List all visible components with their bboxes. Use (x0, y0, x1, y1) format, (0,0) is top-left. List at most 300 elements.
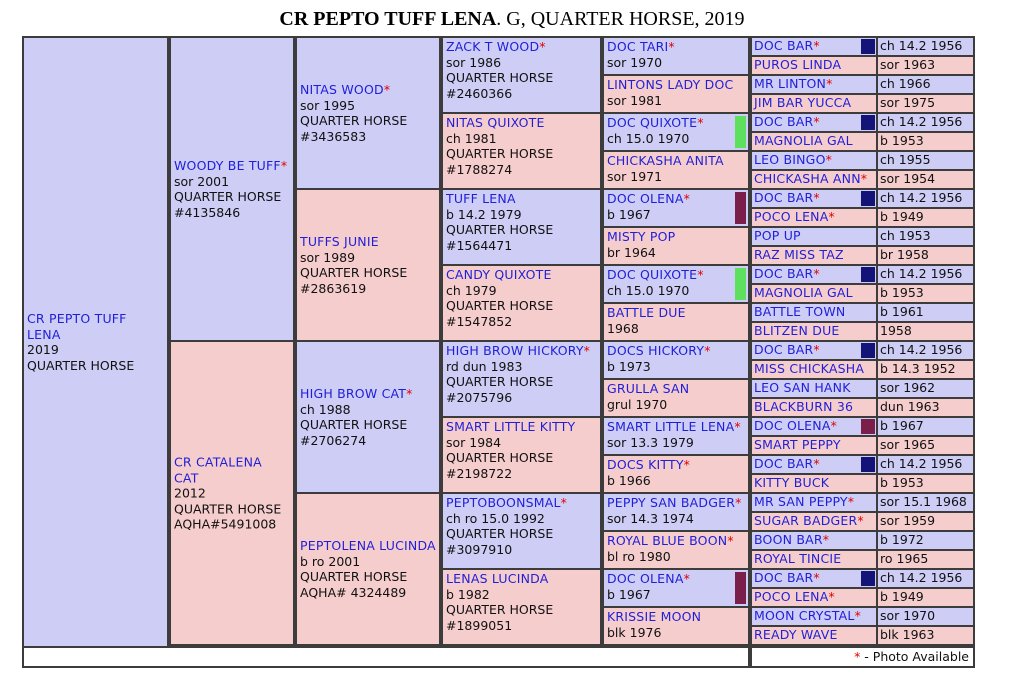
photo-available-star: * (727, 533, 734, 548)
gen6-ancestor-info-cell (878, 38, 973, 55)
horse-detail: #2863619 (300, 280, 367, 296)
horse-name-link[interactable]: PEPTOBOONSMAL (446, 495, 561, 510)
gen6-ancestor-info-cell (878, 304, 973, 321)
horse-detail: ch 1988 (300, 401, 351, 417)
photo-available-star: * (668, 39, 675, 54)
title-horse-name: CR PEPTO TUFF LENA (279, 8, 497, 30)
photo-available-star: * (683, 191, 690, 206)
gen5-ancestor-cell (604, 266, 748, 302)
horse-detail: b 1972 (880, 532, 924, 547)
legend-star: * (854, 649, 861, 664)
horse-name-link[interactable]: DOC BAR (754, 38, 814, 53)
horse-detail: #2075796 (446, 389, 513, 405)
horse-detail: ch 1979 (446, 282, 497, 298)
legend-text: - Photo Available (860, 649, 969, 664)
horse-detail: AQHA#5491008 (174, 516, 277, 532)
horse-detail: #1564471 (446, 237, 513, 253)
horse-name-link[interactable]: BLITZEN DUE (754, 323, 840, 338)
color-marker (735, 192, 746, 224)
horse-detail: #2460366 (446, 85, 513, 101)
gen6-ancestor-info-cell (878, 342, 973, 359)
gen6-ancestor-name-cell (752, 209, 876, 226)
horse-name-link[interactable]: MISTY POP (607, 229, 676, 244)
horse-name-link[interactable]: CHICKASHA ANITA (607, 153, 724, 168)
gen5-ancestor-cell (604, 380, 748, 416)
horse-name-link[interactable]: KRISSIE MOON (607, 609, 702, 624)
horse-name-link[interactable]: DOC BAR (754, 190, 814, 205)
horse-detail: QUARTER HORSE (446, 298, 554, 313)
gen5-ancestor-cell (604, 152, 748, 188)
horse-detail: b 1967 (607, 586, 651, 602)
gen6-ancestor-info-cell (878, 627, 973, 644)
gen6-ancestor-name-cell (752, 285, 876, 302)
gen6-ancestor-name-cell (752, 361, 876, 378)
horse-name-link[interactable]: BATTLE DUE (607, 305, 686, 320)
horse-detail: b 14.2 1979 (446, 206, 522, 222)
gen3-ancestor-cell (297, 190, 439, 340)
horse-name-link[interactable]: POCO LENA (754, 589, 829, 604)
photo-available-star: * (813, 570, 820, 585)
horse-detail: sor 1989 (300, 249, 356, 265)
photo-available-star: * (735, 495, 742, 510)
gen5-ancestor-cell (604, 76, 748, 112)
horse-name-link[interactable]: MOON CRYSTAL (754, 608, 855, 623)
color-marker (861, 571, 875, 586)
photo-available-star: * (560, 495, 567, 510)
photo-available-star: * (583, 343, 590, 358)
horse-detail: QUARTER HORSE (446, 526, 554, 541)
photo-available-star: * (813, 190, 820, 205)
photo-available-star: * (697, 267, 704, 282)
horse-name-link[interactable]: MISS CHICKASHA (754, 361, 865, 376)
gen6-ancestor-name-cell (752, 551, 876, 568)
horse-name-link[interactable]: DOC BAR (754, 342, 814, 357)
gen6-ancestor-name-cell (752, 114, 876, 131)
gen3-ancestor-cell (297, 494, 439, 644)
gen4-ancestor-cell (443, 342, 600, 416)
color-marker (735, 572, 746, 604)
page-title (0, 8, 1024, 31)
photo-available-star: * (860, 171, 868, 186)
horse-detail: b 14.3 1952 (880, 361, 956, 376)
gen6-ancestor-name-cell (752, 437, 876, 454)
horse-name-link[interactable]: TUFFS JUNIE (300, 234, 379, 249)
gen6-ancestor-name-cell (752, 266, 876, 283)
horse-detail: blk 1963 (880, 627, 935, 642)
gen6-ancestor-info-cell (878, 475, 973, 492)
horse-detail: b 1961 (880, 304, 924, 319)
gen6-ancestor-info-cell (878, 190, 973, 207)
gen5-ancestor-cell (604, 228, 748, 264)
gen2-ancestor-cell (171, 38, 293, 340)
color-marker (861, 39, 875, 54)
horse-name-link[interactable]: READY WAVE (754, 627, 838, 642)
horse-name-link[interactable]: DOC OLENA (754, 418, 831, 433)
horse-name-link[interactable]: DOC OLENA (607, 571, 684, 586)
photo-available-star: * (734, 419, 741, 434)
horse-detail: QUARTER HORSE (300, 417, 408, 432)
photo-available-star: * (828, 589, 835, 604)
horse-detail: ch 14.2 1956 (880, 38, 963, 53)
horse-name-link[interactable]: NITAS QUIXOTE (446, 115, 545, 130)
photo-available-star: * (383, 82, 391, 97)
gen5-ancestor-cell (604, 570, 748, 606)
horse-detail: QUARTER HORSE (446, 374, 554, 389)
horse-detail: #1899051 (446, 617, 513, 633)
horse-name-link[interactable]: PUROS LINDA (754, 57, 842, 72)
horse-detail: #3436583 (300, 128, 367, 144)
gen3-ancestor-cell (297, 38, 439, 188)
gen6-ancestor-info-cell (878, 399, 973, 416)
gen4-ancestor-cell (443, 190, 600, 264)
gen6-ancestor-info-cell (878, 209, 973, 226)
gen6-ancestor-info-cell (878, 228, 973, 245)
gen6-ancestor-name-cell (752, 152, 876, 169)
title-details: . G, QUARTER HORSE, 2019 (496, 8, 745, 30)
photo-available-star: * (813, 114, 820, 129)
gen6-ancestor-name-cell (752, 171, 876, 188)
horse-name-link[interactable]: KITTY BUCK (754, 475, 830, 490)
horse-name-link[interactable]: GRULLA SAN (607, 381, 690, 396)
horse-name-link[interactable]: SMART LITTLE KITTY (446, 419, 576, 434)
horse-detail: sor 1981 (607, 92, 663, 108)
horse-detail: b 1949 (880, 589, 924, 604)
horse-detail: #1547852 (446, 313, 513, 329)
color-marker (861, 191, 875, 206)
horse-name-link[interactable]: HIGH BROW HICKORY (446, 343, 584, 358)
horse-detail: ch 1981 (446, 130, 497, 146)
horse-name-link[interactable]: MAGNOLIA GAL (754, 133, 853, 148)
gen5-ancestor-cell (604, 456, 748, 492)
gen6-ancestor-name-cell (752, 532, 876, 549)
horse-detail: rd dun 1983 (446, 358, 523, 374)
horse-name-link[interactable]: CR CATALENA CAT (174, 454, 262, 485)
horse-name-link[interactable]: MAGNOLIA GAL (754, 285, 853, 300)
horse-name-link[interactable]: DOC BAR (754, 114, 814, 129)
horse-name-link[interactable]: ROYAL TINCIE (754, 551, 842, 566)
horse-detail: b 1949 (880, 209, 924, 224)
photo-available-star: * (825, 152, 832, 167)
horse-detail: QUARTER HORSE (446, 450, 554, 465)
horse-name-link[interactable]: PEPPY SAN BADGER (607, 495, 736, 510)
color-marker (861, 419, 875, 434)
horse-name-link[interactable]: CHICKASHA ANN (754, 171, 861, 186)
photo-available-star: * (828, 209, 835, 224)
footer-blank (24, 648, 748, 666)
gen6-ancestor-info-cell (878, 532, 973, 549)
gen6-ancestor-name-cell (752, 456, 876, 473)
gen6-ancestor-info-cell (878, 551, 973, 568)
gen6-ancestor-name-cell (752, 57, 876, 74)
photo-available-star: * (813, 456, 820, 471)
horse-detail: sor 1975 (880, 95, 936, 110)
horse-detail: QUARTER HORSE (446, 222, 554, 237)
gen6-ancestor-info-cell (878, 95, 973, 112)
horse-detail: b 1953 (880, 475, 924, 490)
horse-name-link[interactable]: DOC BAR (754, 456, 814, 471)
horse-detail: b 1967 (880, 418, 924, 433)
horse-detail: b 1966 (607, 472, 651, 488)
horse-detail: QUARTER HORSE (300, 569, 408, 584)
horse-detail: sor 1963 (880, 57, 936, 72)
horse-detail: ch 14.2 1956 (880, 342, 963, 357)
gen6-ancestor-info-cell (878, 57, 973, 74)
gen5-ancestor-cell (604, 304, 748, 340)
horse-detail: QUARTER HORSE (174, 500, 282, 516)
gen5-ancestor-cell (604, 190, 748, 226)
horse-detail: sor 1970 (880, 608, 936, 623)
gen6-ancestor-name-cell (752, 570, 876, 587)
horse-name-link[interactable]: SMART LITTLE LENA (607, 419, 735, 434)
horse-name-link[interactable]: CR PEPTO TUFF LENA (27, 311, 127, 342)
gen6-ancestor-info-cell (878, 608, 973, 625)
gen6-ancestor-info-cell (878, 361, 973, 378)
gen2-ancestor-cell (171, 342, 293, 644)
photo-available-star: * (697, 115, 704, 130)
horse-detail: b 1982 (446, 586, 490, 602)
horse-name-link[interactable]: POP UP (754, 228, 801, 243)
horse-detail: b 1973 (607, 358, 651, 374)
horse-detail: QUARTER HORSE (27, 357, 135, 373)
horse-name-link[interactable]: PEPTOLENA LUCINDA (300, 538, 436, 553)
horse-detail: ch 14.2 1956 (880, 266, 963, 281)
photo-available-star: * (683, 457, 690, 472)
horse-name-link[interactable]: DOC QUIXOTE (607, 115, 698, 130)
color-marker (735, 116, 746, 148)
horse-detail: QUARTER HORSE (446, 602, 554, 617)
gen6-ancestor-info-cell (878, 266, 973, 283)
photo-available-star: * (826, 76, 833, 91)
horse-detail: sor 1986 (446, 54, 502, 70)
horse-detail: sor 15.1 1968 (880, 494, 967, 509)
gen5-ancestor-cell (604, 418, 748, 454)
gen6-ancestor-name-cell (752, 76, 876, 93)
gen6-ancestor-info-cell (878, 513, 973, 530)
gen6-ancestor-info-cell (878, 589, 973, 606)
horse-detail: sor 1959 (880, 513, 936, 528)
gen5-ancestor-cell (604, 532, 748, 568)
horse-name-link[interactable]: LEO SAN HANK (754, 380, 851, 395)
horse-name-link[interactable]: TUFF LENA (446, 191, 516, 206)
horse-detail: grul 1970 (607, 396, 668, 412)
gen6-ancestor-info-cell (878, 456, 973, 473)
photo-available-star: * (847, 494, 855, 509)
horse-detail: ch 1966 (880, 76, 931, 91)
horse-detail: bl ro 1980 (607, 548, 671, 564)
gen6-ancestor-info-cell (878, 285, 973, 302)
photo-available-star: * (857, 513, 864, 528)
horse-name-link[interactable]: LENAS LUCINDA (446, 571, 549, 586)
horse-detail: sor 14.3 1974 (607, 510, 694, 526)
color-marker (861, 457, 875, 472)
gen6-ancestor-name-cell (752, 380, 876, 397)
horse-detail: AQHA# 4324489 (300, 584, 407, 600)
horse-detail: sor 1965 (880, 437, 936, 452)
gen6-ancestor-info-cell (878, 114, 973, 131)
subject-horse-cell (24, 38, 167, 646)
horse-detail: ch 14.2 1956 (880, 570, 963, 585)
horse-name-link[interactable]: BATTLE TOWN (754, 304, 846, 319)
horse-detail: 2012 (174, 485, 206, 501)
gen5-ancestor-cell (604, 342, 748, 378)
color-marker (861, 115, 875, 130)
horse-detail: 2019 (27, 342, 59, 357)
horse-detail: ch 14.2 1956 (880, 190, 963, 205)
horse-name-link[interactable]: NITAS WOOD (300, 82, 384, 97)
horse-detail: sor 1954 (880, 171, 936, 186)
photo-available-star: * (822, 532, 830, 547)
gen3-ancestor-cell (297, 342, 439, 492)
gen6-ancestor-info-cell (878, 152, 973, 169)
horse-name-link[interactable]: HIGH BROW CAT (300, 386, 407, 401)
gen6-ancestor-name-cell (752, 513, 876, 530)
horse-name-link[interactable]: DOC TARI (607, 39, 669, 54)
gen6-ancestor-name-cell (752, 475, 876, 492)
gen6-ancestor-info-cell (878, 494, 973, 511)
horse-name-link[interactable]: DOC BAR (754, 570, 814, 585)
horse-detail: ch 1953 (880, 228, 931, 243)
horse-detail: sor 1971 (607, 168, 663, 184)
horse-name-link[interactable]: DOC QUIXOTE (607, 267, 698, 282)
horse-name-link[interactable]: MR LINTON (754, 76, 827, 91)
gen6-ancestor-info-cell (878, 437, 973, 454)
gen6-ancestor-name-cell (752, 627, 876, 644)
gen6-ancestor-info-cell (878, 418, 973, 435)
photo-available-star: * (813, 266, 820, 281)
gen6-ancestor-name-cell (752, 418, 876, 435)
horse-detail: br 1964 (607, 244, 656, 260)
photo-available-star: * (854, 608, 861, 623)
horse-detail: #3097910 (446, 541, 513, 557)
gen6-ancestor-info-cell (878, 247, 973, 264)
photo-available-star: * (683, 571, 690, 586)
gen6-ancestor-name-cell (752, 247, 876, 264)
horse-name-link[interactable]: SMART PEPPY (754, 437, 841, 452)
gen6-ancestor-name-cell (752, 228, 876, 245)
horse-detail: sor 1984 (446, 434, 502, 450)
gen6-ancestor-info-cell (878, 133, 973, 150)
gen6-ancestor-name-cell (752, 494, 876, 511)
horse-detail: #2706274 (300, 432, 367, 448)
gen6-ancestor-info-cell (878, 76, 973, 93)
gen6-ancestor-name-cell (752, 399, 876, 416)
gen6-ancestor-name-cell (752, 38, 876, 55)
horse-detail: #1788274 (446, 161, 513, 177)
horse-name-link[interactable]: POCO LENA (754, 209, 829, 224)
horse-detail: b 1967 (607, 206, 651, 222)
horse-detail: QUARTER HORSE (174, 189, 282, 204)
horse-detail: blk 1976 (607, 624, 662, 640)
gen6-ancestor-name-cell (752, 304, 876, 321)
horse-name-link[interactable]: ROYAL BLUE BOON (607, 533, 728, 548)
gen6-ancestor-name-cell (752, 608, 876, 625)
pedigree-chart (22, 36, 975, 668)
horse-name-link[interactable]: DOCS KITTY (607, 457, 684, 472)
horse-name-link[interactable]: BOON BAR (754, 532, 823, 547)
horse-detail: QUARTER HORSE (300, 265, 408, 280)
horse-name-link[interactable]: SUGAR BADGER (754, 513, 858, 528)
gen4-ancestor-cell (443, 266, 600, 340)
gen6-ancestor-info-cell (878, 380, 973, 397)
horse-name-link[interactable]: JIM BAR YUCCA (754, 95, 852, 110)
gen5-ancestor-cell (604, 114, 748, 150)
gen4-ancestor-cell (443, 38, 600, 112)
photo-available-star: * (539, 39, 546, 54)
photo-available-star: * (813, 38, 820, 53)
horse-detail: ch 14.2 1956 (880, 456, 963, 471)
gen6-ancestor-info-cell (878, 323, 973, 340)
horse-detail: sor 1962 (880, 380, 936, 395)
horse-detail: br 1958 (880, 247, 929, 262)
horse-name-link[interactable]: CANDY QUIXOTE (446, 267, 552, 282)
gen5-ancestor-cell (604, 38, 748, 74)
horse-detail: ch 15.0 1970 (607, 130, 690, 146)
gen6-ancestor-info-cell (878, 171, 973, 188)
horse-name-link[interactable]: DOC BAR (754, 266, 814, 281)
horse-detail: QUARTER HORSE (446, 146, 554, 161)
horse-detail: b ro 2001 (300, 553, 361, 569)
horse-name-link[interactable]: MR SAN PEPPY (754, 494, 848, 509)
horse-detail: b 1953 (880, 133, 924, 148)
horse-detail: ch ro 15.0 1992 (446, 510, 545, 526)
horse-detail: 1968 (607, 320, 639, 336)
horse-name-link[interactable]: DOC OLENA (607, 191, 684, 206)
horse-detail: QUARTER HORSE (446, 70, 554, 85)
horse-name-link[interactable]: RAZ MISS TAZ (754, 247, 844, 262)
gen6-ancestor-info-cell (878, 570, 973, 587)
gen6-ancestor-name-cell (752, 323, 876, 340)
gen4-ancestor-cell (443, 418, 600, 492)
horse-detail: sor 2001 (174, 173, 230, 189)
photo-legend (752, 648, 973, 666)
horse-detail: #2198722 (446, 465, 513, 481)
horse-detail: ch 1955 (880, 152, 931, 167)
photo-available-star: * (704, 343, 711, 358)
photo-available-star: * (280, 158, 288, 173)
horse-detail: ro 1965 (880, 551, 929, 566)
horse-detail: ch 15.0 1970 (607, 282, 690, 298)
photo-available-star: * (813, 342, 820, 357)
horse-detail: dun 1963 (880, 399, 940, 414)
horse-name-link[interactable]: ZACK T WOOD (446, 39, 540, 54)
photo-available-star: * (830, 418, 837, 433)
horse-name-link[interactable]: DOCS HICKORY (607, 343, 705, 358)
gen6-ancestor-name-cell (752, 133, 876, 150)
color-marker (735, 268, 746, 300)
gen4-ancestor-cell (443, 570, 600, 644)
horse-detail: #4135846 (174, 204, 241, 220)
horse-detail: 1958 (880, 323, 912, 338)
gen4-ancestor-cell (443, 114, 600, 188)
horse-detail: sor 13.3 1979 (607, 434, 694, 450)
gen6-ancestor-name-cell (752, 95, 876, 112)
horse-detail: QUARTER HORSE (300, 113, 408, 128)
horse-name-link[interactable]: LEO BINGO (754, 152, 826, 167)
gen5-ancestor-cell (604, 494, 748, 530)
horse-detail: sor 1995 (300, 97, 356, 113)
horse-name-link[interactable]: WOODY BE TUFF (174, 158, 281, 173)
gen6-ancestor-name-cell (752, 342, 876, 359)
horse-name-link[interactable]: BLACKBURN 36 (754, 399, 854, 414)
horse-detail: b 1953 (880, 285, 924, 300)
gen5-ancestor-cell (604, 608, 748, 644)
color-marker (861, 267, 875, 282)
gen6-ancestor-name-cell (752, 190, 876, 207)
horse-detail: ch 14.2 1956 (880, 114, 963, 129)
horse-name-link[interactable]: LINTONS LADY DOC (607, 77, 734, 92)
color-marker (861, 343, 875, 358)
gen6-ancestor-name-cell (752, 589, 876, 606)
